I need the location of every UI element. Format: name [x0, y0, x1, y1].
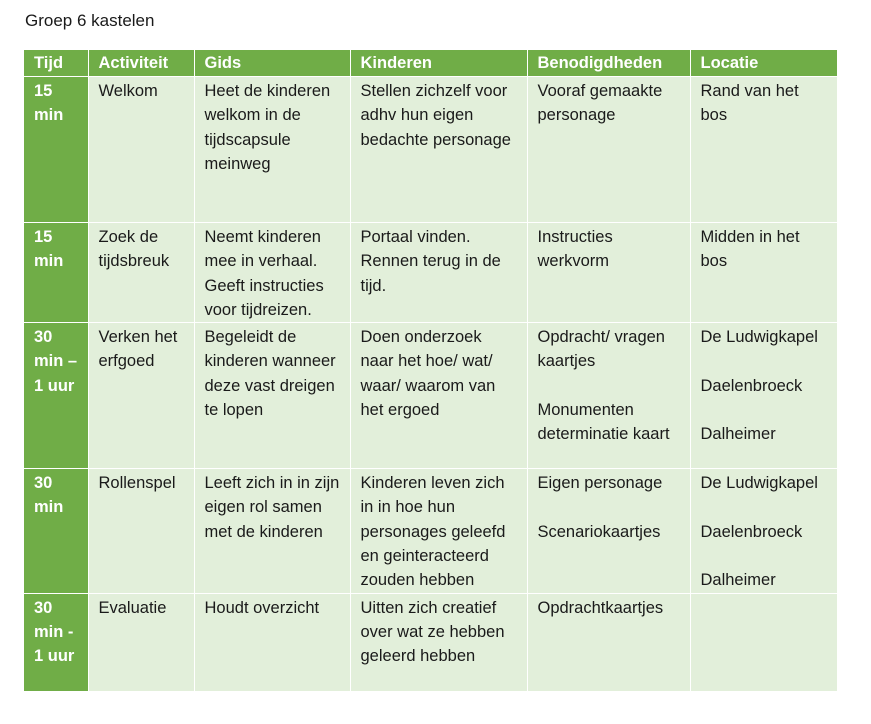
- cell-benodigdheden: [527, 223, 690, 323]
- locatie-item: Daelenbroeck: [700, 522, 803, 541]
- cell-locatie: [690, 223, 837, 323]
- cell-activiteit: Rollenspel: [88, 469, 194, 593]
- header-locatie: Locatie: [690, 50, 837, 77]
- table-row: [24, 593, 837, 691]
- locatie-item: Rand van het bos: [700, 82, 799, 125]
- cell-activiteit: Verken het erfgoed: [88, 323, 194, 469]
- cell-tijd: 30 min - 1 uur: [24, 593, 88, 691]
- cell-activiteit: Zoek de tijdsbreuk: [88, 223, 194, 323]
- cell-locatie: [690, 593, 837, 691]
- header-kinderen: Kinderen: [350, 50, 527, 77]
- benodigdheid-item: Opdrachtkaartjes: [537, 598, 664, 617]
- header-gids: Gids: [194, 50, 350, 77]
- cell-kinderen: Doen onderzoek naar het hoe/ wat/ waar/ waarom van het ergoed: [350, 323, 527, 469]
- locatie-item: Daelenbroeck: [700, 376, 803, 395]
- benodigdheid-item: Eigen personage: [537, 474, 663, 493]
- locatie-item: De Ludwigkapel: [700, 328, 818, 347]
- header-tijd: Tijd: [24, 50, 88, 77]
- cell-gids: Leeft zich in in zijn eigen rol samen met de kinderen: [194, 469, 350, 593]
- cell-kinderen: Uitten zich creatief over wat ze hebben geleerd hebben: [350, 593, 527, 691]
- cell-gids: Neemt kinderen mee in verhaal. Geeft instructies voor tijdreizen.: [194, 223, 350, 323]
- locatie-item: Dalheimer: [700, 571, 776, 590]
- benodigdheid-item: Instructies werkvorm: [537, 228, 613, 271]
- table-row: [24, 469, 837, 593]
- table-row: [24, 323, 837, 469]
- header-activiteit: Activiteit: [88, 50, 194, 77]
- cell-kinderen: Kinderen leven zich in in hoe hun personages geleefd en geinteracteerd zouden hebben: [350, 469, 527, 593]
- locatie-item: Midden in het bos: [700, 228, 800, 271]
- cell-tijd: 15 min: [24, 223, 88, 323]
- cell-benodigdheden: [527, 469, 690, 593]
- cell-benodigdheden: [527, 323, 690, 469]
- cell-benodigdheden: [527, 593, 690, 691]
- cell-locatie: [690, 469, 837, 593]
- table-header-row: [24, 50, 837, 77]
- cell-activiteit: Welkom: [88, 77, 194, 223]
- cell-locatie: [690, 323, 837, 469]
- table-row: [24, 77, 837, 223]
- cell-kinderen: Stellen zichzelf voor adhv hun eigen bedachte personage: [350, 77, 527, 223]
- cell-gids: Houdt overzicht: [194, 593, 350, 691]
- benodigdheid-item: Opdracht/ vragen kaartjes: [537, 328, 665, 371]
- benodigdheid-item: Monumenten determinatie kaart: [537, 401, 670, 444]
- cell-gids: Begeleidt de kinderen wanneer deze vast dreigen te lopen: [194, 323, 350, 469]
- cell-gids: Heet de kinderen welkom in de tijdscapsule meinweg: [194, 77, 350, 223]
- header-benodigdheden: Benodigdheden: [527, 50, 690, 77]
- benodigdheid-item: Scenariokaartjes: [537, 522, 661, 541]
- cell-benodigdheden: [527, 77, 690, 223]
- table-row: [24, 223, 837, 323]
- cell-tijd: 15 min: [24, 77, 88, 223]
- cell-tijd: 30 min: [24, 469, 88, 593]
- cell-activiteit: Evaluatie: [88, 593, 194, 691]
- document-title: Groep 6 kastelen: [25, 11, 155, 30]
- locatie-item: Dalheimer: [700, 425, 776, 444]
- activity-schedule-table: [24, 50, 837, 692]
- cell-kinderen: Portaal vinden. Rennen terug in de tijd.: [350, 223, 527, 323]
- locatie-item: De Ludwigkapel: [700, 474, 818, 493]
- cell-locatie: [690, 77, 837, 223]
- cell-tijd: 30 min – 1 uur: [24, 323, 88, 469]
- benodigdheid-item: Vooraf gemaakte personage: [537, 82, 663, 125]
